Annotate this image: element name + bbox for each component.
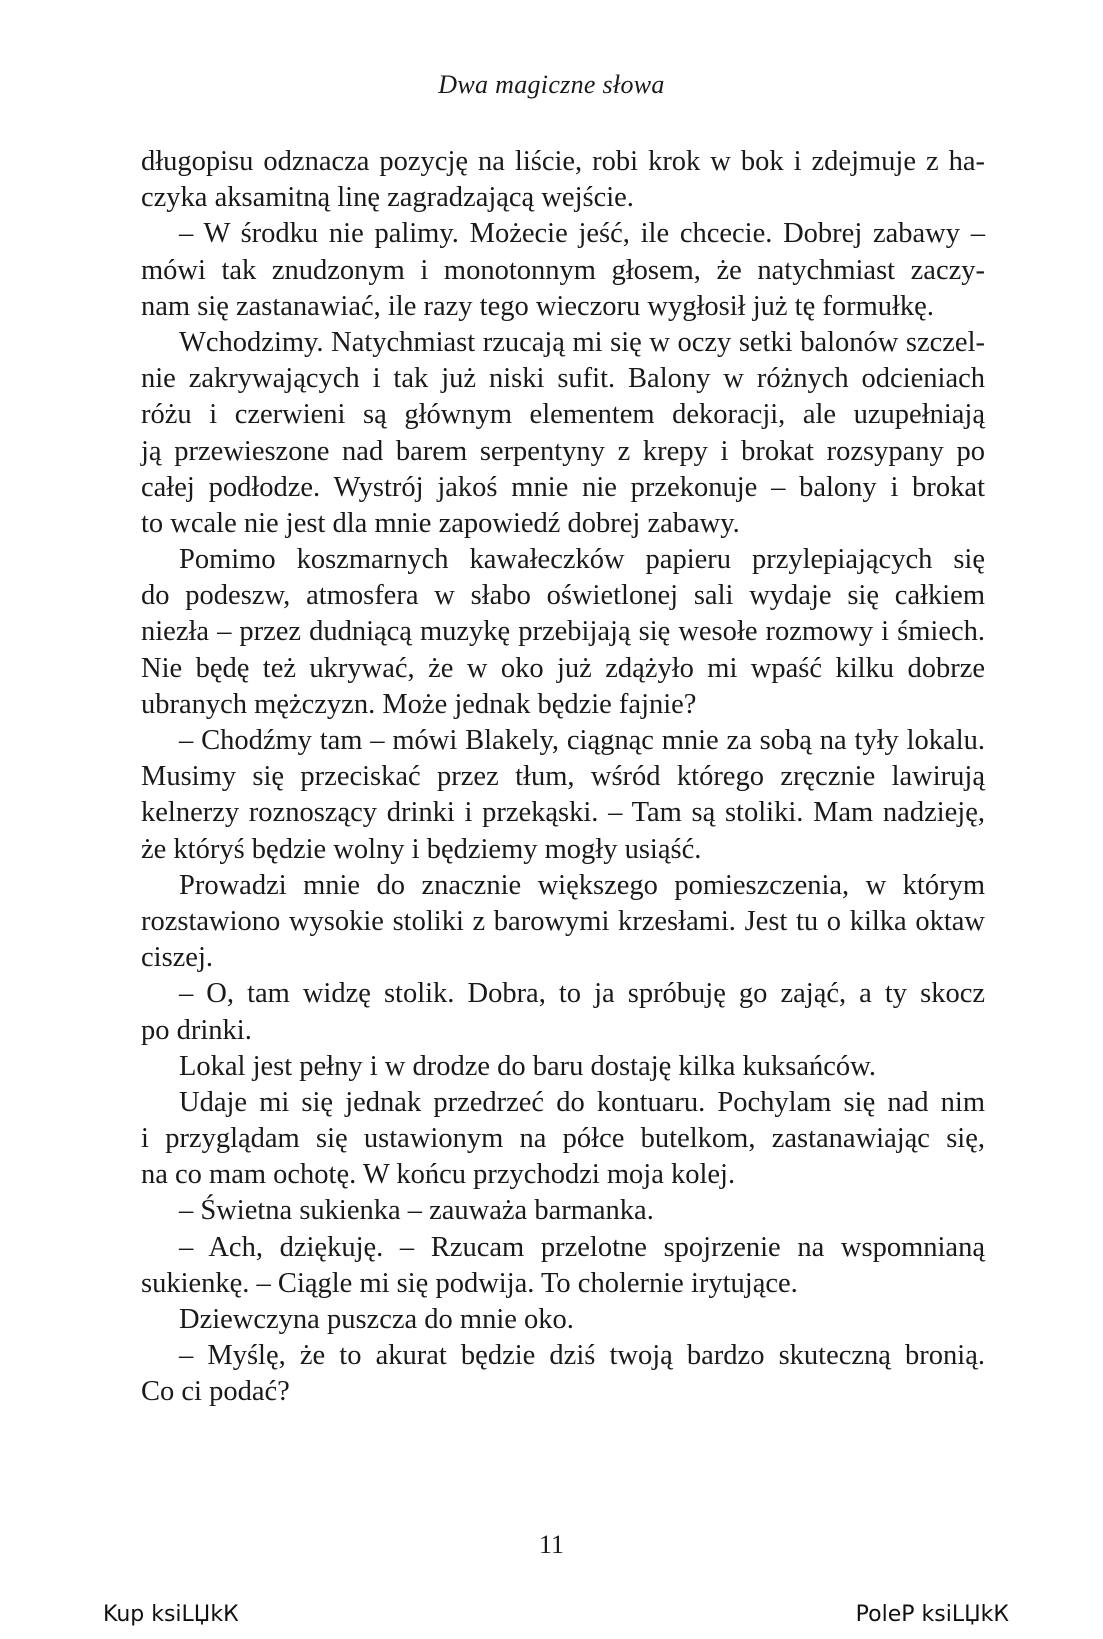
- text-line: Co ci podać?: [141, 1376, 290, 1408]
- text-line: na co mam ochotę. W końcu przychodzi moja kolej.: [141, 1159, 736, 1191]
- text-line: Lokal jest pełny i w drodze do baru dostaję kilka kuksańców.: [179, 1050, 877, 1082]
- text-line: – Ach, dziękuję. – Rzucam przelotne spojrzenie na wspomnianą: [179, 1231, 985, 1263]
- text-line: nam się zastanawiać, ile razy tego wieczoru wygłosił już tę formułkę.: [141, 290, 934, 322]
- text-line: ubranych mężczyzn. Może jednak będzie fajnie?: [141, 688, 697, 720]
- text-line: Musimy się przeciskać przez tłum, wśród którego zręcznie lawirują: [141, 761, 985, 793]
- text-line: Prowadzi mnie do znacznie większego pomieszczenia, w którym: [179, 869, 985, 901]
- text-line: Wchodzimy. Natychmiast rzucają mi się w oczy setki balonów szczel-: [179, 326, 985, 358]
- text-line: czyka aksamitną linę zagradzającą wejście.: [141, 182, 634, 214]
- page-number: 11: [538, 1530, 565, 1559]
- text-line: kelnerzy roznoszący drinki i przekąski. – Tam są stoliki. Mam nadzieję,: [141, 797, 985, 829]
- text-line: rozstawiono wysokie stoliki z barowymi krzesłami. Jest tu o kilka oktaw: [141, 905, 985, 937]
- body-text: [141, 144, 985, 1411]
- text-line: – W środku nie palimy. Możecie jeść, ile chcecie. Dobrej zabawy –: [179, 218, 985, 250]
- text-line: – Świetna sukienka – zauważa barmanka.: [179, 1195, 654, 1227]
- text-line: do podeszw, atmosfera w słabo oświetlonej sali wydaje się całkiem: [141, 580, 985, 612]
- text-line: nie zakrywających i tak już niski sufit. Balony w różnych odcieniach: [141, 363, 985, 395]
- text-line: Pomimo koszmarnych kawałeczków papieru przylepiających się: [179, 544, 985, 576]
- text-line: sukienkę. – Ciągle mi się podwija. To cholernie irytujące.: [141, 1267, 798, 1299]
- text-line: – O, tam widzę stolik. Dobra, to ja spróbuję go zająć, a ty skocz: [179, 978, 985, 1010]
- text-line: ją przewieszone nad barem serpentyny z krepy i brokat rozsypany po: [141, 435, 985, 467]
- buy-book-link[interactable]: Kup ksiLЏkК: [103, 1602, 239, 1627]
- text-line: ciszej.: [141, 942, 214, 974]
- text-line: to wcale nie jest dla mnie zapowiedź dobrej zabawy.: [141, 507, 740, 539]
- text-line: – Chodźmy tam – mówi Blakely, ciągnąc mnie za sobą na tyły lokalu.: [179, 725, 985, 756]
- running-head-title: Dwa magiczne słowa: [438, 70, 665, 99]
- text-line: Dziewczyna puszcza do mnie oko.: [179, 1304, 574, 1335]
- text-line: po drinki.: [141, 1014, 252, 1046]
- recommend-book-link[interactable]: PoleР ksiLЏkК: [855, 1602, 1009, 1627]
- text-line: – Myślę, że to akurat będzie dziś twoją bardzo skuteczną bronią.: [179, 1340, 985, 1372]
- text-line: Nie będę też ukrywać, że w oko już zdążyło mi wpaść kilku dobrze: [141, 652, 985, 684]
- text-line: Udaje mi się jednak przedrzeć do kontuaru. Pochylam się nad nim: [179, 1086, 985, 1118]
- text-line: i przyglądam się ustawionym na półce butelkom, zastanawiając się,: [141, 1123, 985, 1155]
- text-line: całej podłodze. Wystrój jakoś mnie nie przekonuje – balony i brokat: [141, 471, 985, 503]
- text-line: że któryś będzie wolny i będziemy mogły usiąść.: [141, 833, 702, 865]
- text-line: różu i czerwieni są głównym elementem dekoracji, ale uzupełniają: [141, 399, 985, 431]
- text-line: długopisu odznacza pozycję na liście, robi krok w bok i zdejmuje z ha-: [141, 146, 985, 177]
- text-line: niezła – przez dudniącą muzykę przebijają się wesołe rozmowy i śmiech.: [141, 616, 985, 648]
- text-line: mówi tak znudzonym i monotonnym głosem, że natychmiast zaczy-: [141, 254, 985, 286]
